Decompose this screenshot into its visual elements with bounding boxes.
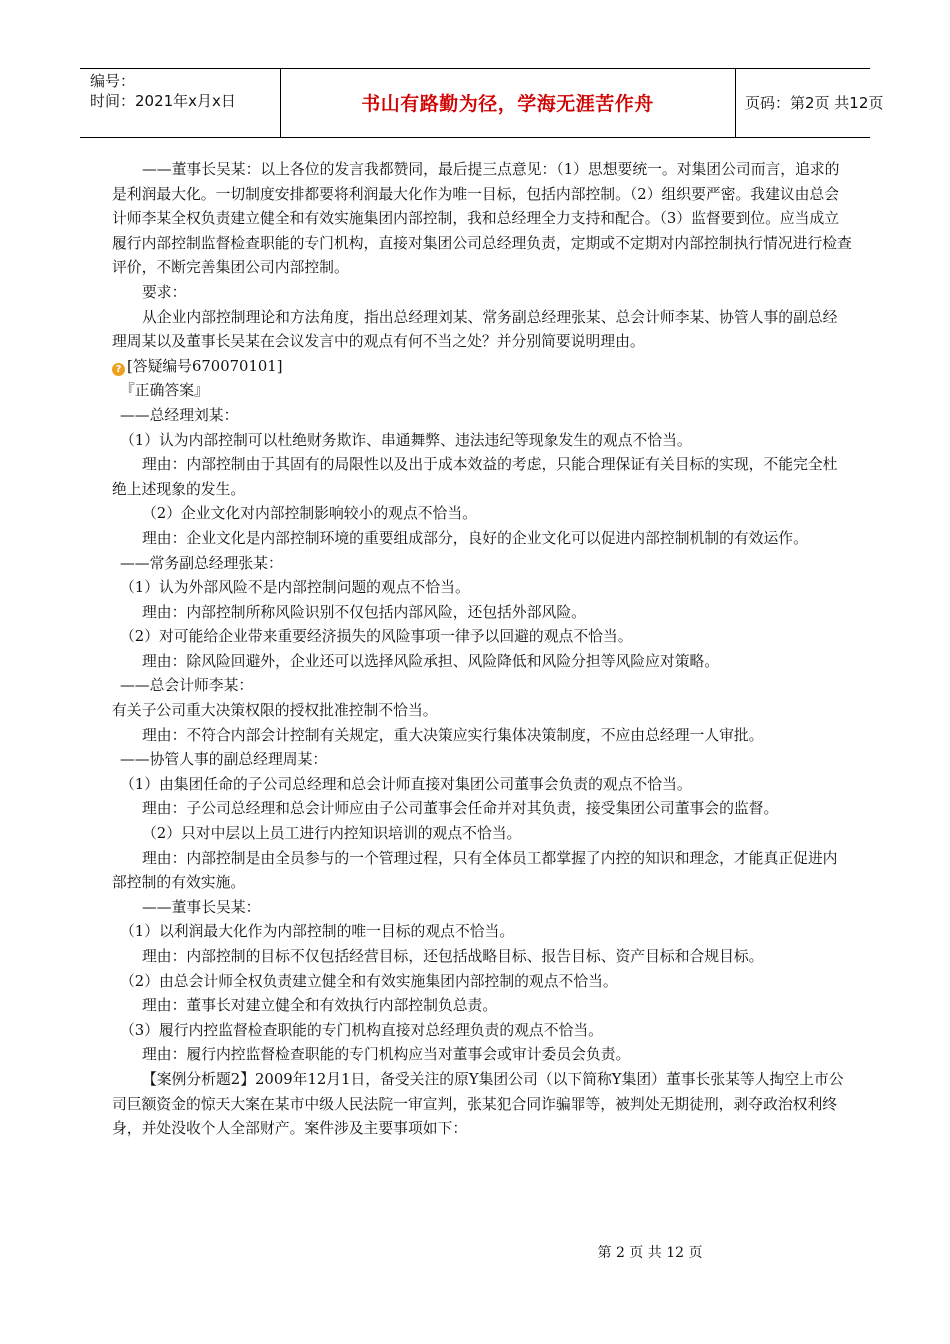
answer-section-heading: ——总会计师李某： bbox=[120, 677, 254, 695]
header-page-number: 页码：第2页 共12页 bbox=[745, 94, 884, 112]
qa-reference bbox=[112, 355, 852, 380]
answer-reason: 理由：内部控制由于其固有的局限性以及出于成本效益的考虑，只能合理保证有关目标的实现，不能完全杜绝上述现象的发生。 bbox=[112, 456, 838, 498]
answer-point: （2）企业文化对内部控制影响较小的观点不恰当。 bbox=[142, 505, 477, 523]
answer-point: （1）认为内部控制可以杜绝财务欺诈、串通舞弊、违法违纪等现象发生的观点不恰当。 bbox=[120, 431, 692, 449]
paragraph-chairman-speech: ——董事长吴某：以上各位的发言我都赞同，最后提三点意见：（1）思想要统一。对集团公司而言，追求的是利润最大化。一切制度安排都要将利润最大化作为唯一目标，包括内部控制。（2）组织要严密。我建议由总会计师李某全权负责建立健全和有效实施集团内部控制，我和总经理全力支持和配合。（3）监督要到位。应当成立履行内部控制监督检查职能的专门机构，直接对集团公司总经理负责，定期或不定期对内部控制执行情况进行检查评价，不断完善集团公司内部控制。 bbox=[112, 161, 852, 277]
answer-point: （2）只对中层以上员工进行内控知识培训的观点不恰当。 bbox=[142, 825, 522, 843]
answer-reason: 理由：子公司总经理和总会计师应由子公司董事会任命并对其负责，接受集团公司董事会的监督。 bbox=[142, 800, 779, 818]
answer-reason: 理由：不符合内部会计控制有关规定，重大决策应实行集体决策制度，不应由总经理一人审批。 bbox=[142, 726, 764, 744]
answer-heading: 『正确答案』 bbox=[120, 382, 209, 400]
answer-reason: 理由：企业文化是内部控制环境的重要组成部分，良好的企业文化可以促进内部控制机制的有效运作。 bbox=[142, 529, 808, 547]
answer-point: 有关子公司重大决策权限的授权批准控制不恰当。 bbox=[112, 702, 438, 720]
answer-point: （2）对可能给企业带来重要经济损失的风险事项一律予以回避的观点不恰当。 bbox=[120, 628, 633, 646]
answer-reason: 理由：内部控制的目标不仅包括经营目标，还包括战略目标、报告目标、资产目标和合规目标。 bbox=[142, 948, 764, 965]
answer-point: （1）认为外部风险不是内部控制问题的观点不恰当。 bbox=[120, 579, 470, 597]
header-motto-cell bbox=[280, 69, 736, 137]
question-icon: ? bbox=[112, 363, 125, 376]
header-meta-cell bbox=[80, 69, 281, 137]
document-body bbox=[112, 158, 852, 1142]
answer-reason: 理由：履行内控监督检查职能的专门机构应当对董事会或审计委员会负责。 bbox=[142, 1046, 631, 1064]
header-page-cell bbox=[735, 69, 884, 137]
answer-reason: 理由：除风险回避外，企业还可以选择风险承担、风险降低和风险分担等风险应对策略。 bbox=[142, 652, 720, 670]
answer-section-heading: ——总经理刘某： bbox=[120, 406, 239, 424]
requirement-heading: 要求： bbox=[142, 283, 187, 301]
document-date-label: 时间：2021年x月x日 bbox=[90, 92, 236, 110]
case-analysis-2: 【案例分析题2】2009年12月1日，备受关注的原Y集团公司（以下简称Y集团）董事长张某等人掏空上市公司巨额资金的惊天大案在某市中级人民法院一审宣判，张某犯合同诈骗罪等，被判处无期徒刑，剥夺政治权利终身，并处没收个人全部财产。案件涉及主要事项如下： bbox=[112, 1070, 844, 1138]
answer-point: （1）以利润最大化作为内部控制的唯一目标的观点不恰当。 bbox=[120, 923, 515, 941]
answer-section-heading: ——协管人事的副总经理周某： bbox=[120, 751, 328, 769]
answer-point: （2）由总会计师全权负责建立健全和有效实施集团内部控制的观点不恰当。 bbox=[120, 972, 618, 990]
page-footer bbox=[0, 1242, 950, 1262]
requirement-text: 从企业内部控制理论和方法角度，指出总经理刘某、常务副总经理张某、总会计师李某、协管人事的副总经理周某以及董事长吴某在会议发言中的观点有何不当之处？并分别简要说明理由。 bbox=[112, 308, 838, 351]
answer-reason: 理由：内部控制是由全员参与的一个管理过程，只有全体员工都掌握了内控的知识和理念，才能真正促进内部控制的有效实施。 bbox=[112, 849, 838, 892]
answer-section-heading: ——董事长吴某： bbox=[142, 898, 261, 916]
answer-reason: 理由：董事长对建立健全和有效执行内部控制负总责。 bbox=[142, 997, 498, 1015]
answer-point: （3）履行内控监督检查职能的专门机构直接对总经理负责的观点不恰当。 bbox=[120, 1021, 603, 1039]
qa-reference-text: [答疑编号670070101] bbox=[127, 357, 283, 375]
header-motto: 书山有路勤为径，学海无涯苦作舟 bbox=[361, 93, 654, 115]
answer-point: （1）由集团任命的子公司总经理和总会计师直接对集团公司董事会负责的观点不恰当。 bbox=[120, 775, 692, 793]
answer-section-heading: ——常务副总经理张某： bbox=[120, 554, 283, 572]
footer-page-number: 第 2 页 共 12 页 bbox=[597, 1245, 703, 1261]
answer-reason: 理由：内部控制所称风险识别不仅包括内部风险，还包括外部风险。 bbox=[142, 603, 586, 621]
page-header bbox=[80, 68, 884, 138]
document-number-label: 编号： bbox=[90, 72, 136, 90]
